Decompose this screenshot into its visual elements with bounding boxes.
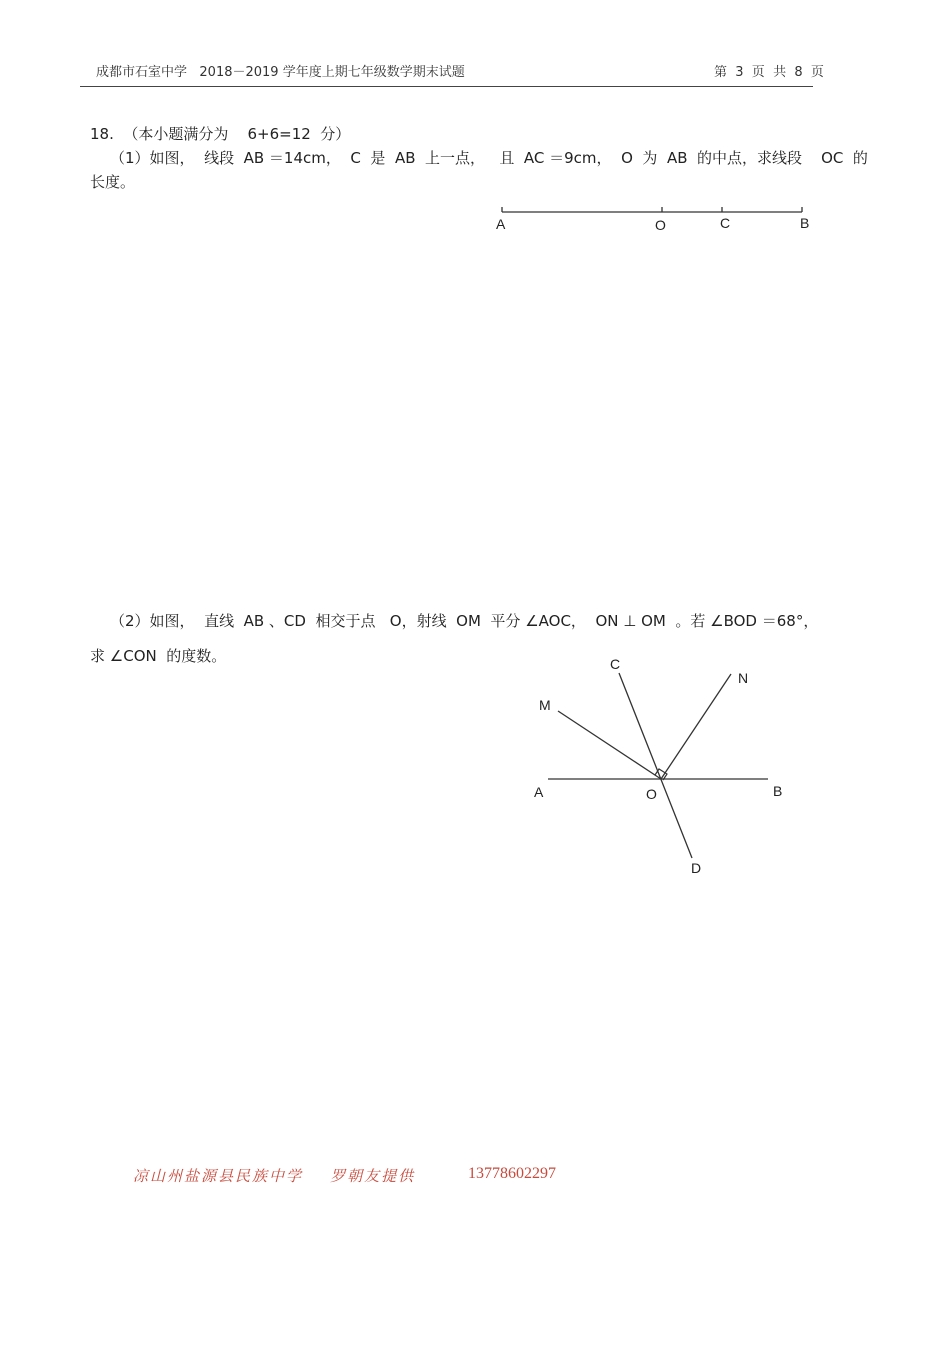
line-CD: [619, 673, 692, 858]
label-C: C: [610, 656, 621, 672]
part1-question-line2: 长度。: [90, 173, 136, 191]
label-O: O: [646, 786, 657, 802]
part2-question-line2: 求 ∠CON 的度数。: [90, 647, 227, 665]
ray-OM: [558, 711, 661, 779]
part2-question-line1: （2）如图， 直线 AB 、CD 相交于点 O，射线 OM 平分 ∠AOC， ON ⊥ OM 。若 ∠BOD ＝68°，: [110, 612, 819, 630]
label-C: C: [720, 215, 731, 231]
problem-heading: 18. （本小题满分为 6+6=12 分）: [90, 125, 351, 143]
label-A: A: [496, 216, 506, 232]
label-B: B: [800, 215, 810, 231]
label-O: O: [655, 217, 666, 233]
figure2-angle-diagram: [520, 650, 800, 885]
ray-ON: [661, 674, 731, 779]
footer-credit: 凉山州盐源县民族中学 罗朝友提供: [133, 1167, 416, 1185]
figure1-segment-diagram: [480, 195, 820, 240]
label-D: D: [691, 860, 702, 876]
footer-phone: 13778602297: [468, 1165, 556, 1182]
label-N: N: [738, 670, 749, 686]
page-number: 第 3 页 共 8 页: [714, 65, 824, 80]
part1-question-line1: （1）如图， 线段 AB ＝14cm， C 是 AB 上一点， 且 AC ＝9cm， O 为 AB 的中点，求线段 OC 的: [110, 149, 868, 167]
label-M: M: [539, 697, 551, 713]
page-header-title: 成都市石室中学 2018－2019 学年度上期七年级数学期末试题: [96, 65, 465, 80]
label-B: B: [773, 783, 783, 799]
label-A: A: [534, 784, 544, 800]
header-rule: [80, 86, 813, 87]
